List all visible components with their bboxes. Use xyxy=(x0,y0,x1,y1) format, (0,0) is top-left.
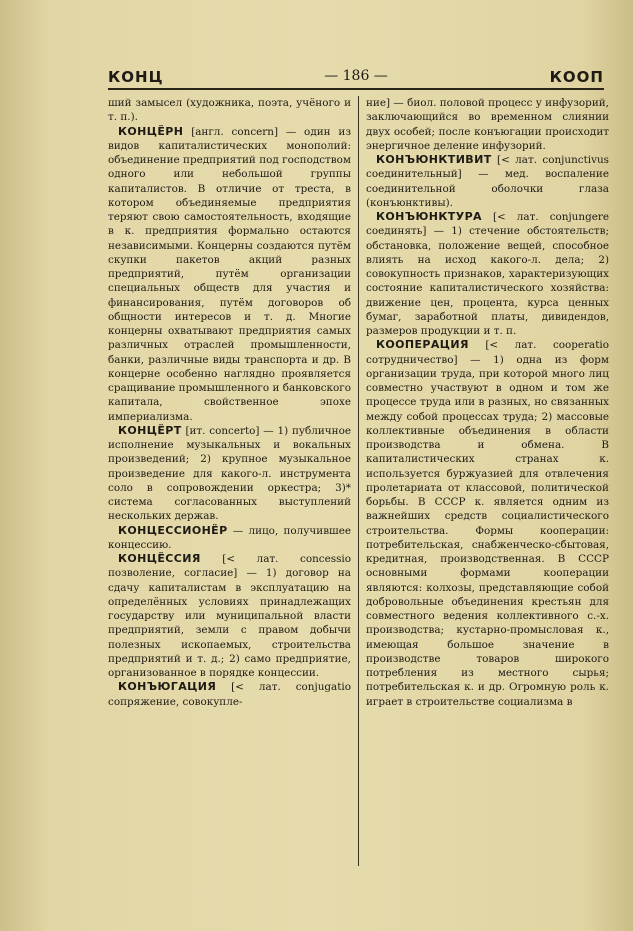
entry-headword: КОНЦЁССИЯ xyxy=(118,552,201,565)
entry-koncessiya xyxy=(108,552,351,680)
entry-headword: КОНЦЁРН xyxy=(118,124,184,138)
entry-konyunktura xyxy=(366,210,609,338)
guide-word-right: КООП xyxy=(549,68,604,86)
entry-koncern xyxy=(108,125,351,424)
entry-text: — лицо, получившее концессию. xyxy=(108,524,351,551)
entry-koncessioner xyxy=(108,524,351,553)
entry-text: [< лат. conjungere соединять] — 1) стечение обстоятельств; обстановка, положение вещей, способное влиять на исход какого-л. дела; 2) совокупность признаков, характеризующих состояние капиталистического хозяйства: движение цен, процента, курса ценных бумаг, заработной платы, дивидендов, размеров продукции и т. п. xyxy=(366,211,609,337)
left-column xyxy=(108,96,351,709)
guide-word-left: КОНЦ xyxy=(108,68,164,86)
column-divider xyxy=(358,96,359,866)
page-number: — 186 — xyxy=(324,68,388,84)
entry-kooperaciya xyxy=(366,338,609,709)
entry-text: [англ. concern] — один из видов капиталистических монополий: объединение предприятий под господством одного или небольшой группы капиталистов. В отличие от треста, в котором объединяемые предприятия теряют свою самостоятельность, входящие в к. предприятия формально остаются независимыми. Концерны создаются путём скупки пакетов акций разных предприятий, путём организации специальных обществ для участия и финансирования, путём договоров об общности интересов и т. д. Многие концерны охватывают предприятия самых различных отраслей промышленности, банки, различные виды транспорта и др. В концерне особенно наглядно проявляется сращивание промышленного и банковского капитала, свойственное эпохе империализма. xyxy=(108,125,351,423)
entry-text: [ит. concerto] — 1) публичное исполнение музыкальных и вокальных произведений; 2) крупное музыкальное произведение для какого-л. инструмента соло в сопровождении оркестра; 3)* система согласованных выступлений нескольких держав. xyxy=(108,424,351,523)
entry-text: [< лат. cooperatio сотрудничество] — 1) одна из форм организации труда, при которой много лиц совместно участвуют в одном и том же процессе труда или в разных, но связанных между собой процессах труда; 2) массовые коллективные объединения в области производства и обмена. В капиталистических странах к. используется буржуазией для отвлечения пролетариата от классовой, политической борьбы. В СССР к. является одним из важнейших средств социалистического строительства. Формы кооперации: потребительская, снабженческо-сбытовая, кредитная, производственная. В СССР основными формами кооперации являются: колхозы, представляющие собой добровольные объединения крестьян для совместного ведения коллективного с.-х. производства; кустарно-промысловая к., имеющая большое значение в производстве товаров широкого потребления из местного сырья; потребительская к. и др. Огромную роль к. играет в строительстве социализма в xyxy=(366,339,609,708)
entry-koncert xyxy=(108,424,351,524)
entry-text: [< лат. concessio позволение, согласие] — 1) договор на сдачу капиталистам в эксплуатацию на определённых условиях принадлежащих государству или муниципальной власти предприятий, земли с правом добычи полезных ископаемых, строительства предприятий и т. д.; 2) само предприятие, организованное в порядке концессии. xyxy=(108,553,351,679)
entry-headword: КОНЪЮНКТУРА xyxy=(376,210,482,223)
entry-konyugaciya xyxy=(108,680,351,709)
right-column xyxy=(366,96,609,709)
entry-konyunktivit xyxy=(366,153,609,210)
page-header xyxy=(108,66,604,90)
entry-headword: КОНЪЮНКТИВИТ xyxy=(376,153,492,166)
entry-headword: КОНЦЕССИОНЁР xyxy=(118,523,228,537)
entry-continuation xyxy=(366,96,609,153)
entry-text: [< лат. conjunctivus соединительный] — мед. воспаление соединительной оболочки глаза (конъюнктивы). xyxy=(366,154,609,209)
entry-text: ние] — биол. половой процесс у инфузорий, заключающийся во временном слиянии двух особей; после конъюгации происходит энергичное деление инфузорий. xyxy=(366,97,609,152)
entry-text: [< лат. conjugatio сопряжение, совокупле- xyxy=(108,681,351,708)
entry-headword: КОНЦЁРТ xyxy=(118,423,182,437)
entry-continuation xyxy=(108,96,351,125)
entry-text: ший замысел (художника, поэта, учёного и т. п.). xyxy=(108,97,351,124)
entry-headword: КООПЕРАЦИЯ xyxy=(376,338,469,352)
entry-headword: КОНЪЮГАЦИЯ xyxy=(118,680,217,694)
